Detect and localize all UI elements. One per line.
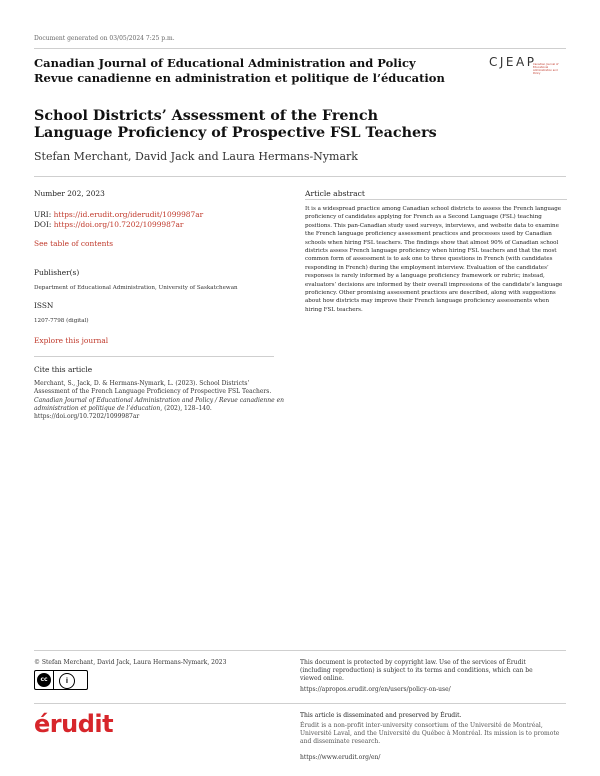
uri-line — [34, 210, 274, 220]
citation-text: Merchant, S., Jack, D. & Hermans-Nymark, L. (2023). School Districts’ Assessment of the French Language Proficiency of Prospective FSL Teachers. — [34, 380, 272, 396]
cjeap-logo: CJEAP — [489, 55, 537, 69]
cite-heading: Cite this article — [34, 365, 93, 374]
attribution-icon: i — [59, 673, 75, 689]
cc-by-license-badge[interactable] — [34, 670, 88, 690]
issn-heading: ISSN — [34, 301, 54, 310]
publisher-value: Department of Educational Administration, University of Saskatchewan — [34, 285, 238, 291]
erudit-logo: érudit — [34, 710, 114, 738]
citation-tail: , (202), 128–140. — [160, 404, 212, 412]
copyright-notice: © Stefan Merchant, David Jack, Laura Hermans-Nymark, 2023 — [34, 659, 227, 666]
policy-link[interactable]: https://apropos.erudit.org/en/users/policy-on-use/ — [300, 686, 451, 693]
left-divider — [34, 356, 274, 357]
top-divider — [34, 48, 566, 49]
abstract-text: It is a widespread practice among Canadian school districts to assess the French language proficiency of candidates applying for French as a Second Language (FSL) teaching positions. This pan-Canadian study used surveys, interviews, and website data to examine the French language proficiency assessment practices and processes used by Canadian schools when hiring FSL teachers. The findings show that almost 90% of Canadian school districts assess French language proficiency when hiring FSL teachers and that the most common form of assessment is to ask one to three questions in French (with candidates responding in French) during the employment interview. Evaluation of the candidates’ responses is rarely informed by a language proficiency framework or rubric; instead, evaluators’ decisions are informed by their overall impressions of the candidate’s language proficiency. Other promising assessment practices are described, along with suggestions about how districts may improve their French language proficiency assessments when hiring FSL teachers. — [305, 206, 563, 313]
publisher-heading: Publisher(s) — [34, 268, 80, 277]
doi-label: DOI: — [34, 220, 52, 229]
uri-label: URI: — [34, 210, 52, 219]
journal-name-fr: Revue canadienne en administration et politique de l’éducation — [34, 71, 445, 85]
abstract-divider — [305, 199, 567, 200]
abstract-heading: Article abstract — [305, 189, 365, 198]
generation-date: Document generated on 03/05/2024 7:25 p.m. — [34, 35, 175, 42]
consortium-description: Érudit is a non-profit inter-university consortium of the Université de Montréal, Université Laval, and the Université du Québec à Montréal. Its mission is to promote and disseminate research. — [300, 722, 560, 745]
citation — [34, 380, 284, 421]
journal-name-en: Canadian Journal of Educational Administration and Policy — [34, 56, 416, 70]
footer-divider-2 — [34, 703, 566, 704]
dissemination-notice: This article is disseminated and preserved by Érudit. — [300, 712, 462, 719]
journal-name — [34, 56, 445, 86]
see-table-of-contents-link[interactable]: See table of contents — [34, 239, 114, 248]
explore-journal-link[interactable]: Explore this journal — [34, 336, 109, 345]
article-authors: Stefan Merchant, David Jack and Laura Hermans-Nymark — [34, 150, 358, 163]
citation-doi: https://doi.org/10.7202/1099987ar — [34, 413, 140, 421]
citation-journal: Canadian Journal of Educational Administration and Policy / Revue canadienne en administration et politique de l’éducation — [34, 396, 285, 412]
erudit-site-link[interactable]: https://www.erudit.org/en/ — [300, 754, 381, 761]
cc-badge-separator — [53, 671, 54, 689]
uri-link[interactable]: https://id.erudit.org/iderudit/1099987ar — [53, 210, 204, 219]
footer-divider — [34, 650, 566, 651]
copyright-terms: This document is protected by copyright law. Use of the services of Érudit (including reproduction) is subject to its terms and conditions, which can be viewed online. — [300, 659, 533, 682]
doi-link[interactable]: https://doi.org/10.7202/1099987ar — [53, 220, 184, 229]
creative-commons-icon: cc — [37, 673, 51, 687]
header-divider — [34, 176, 566, 177]
article-title: School Districts’ Assessment of the French Language Proficiency of Prospective FSL Teachers — [34, 108, 437, 141]
issue-number: Number 202, 2023 — [34, 189, 105, 198]
doi-line — [34, 220, 274, 230]
cjeap-logo-subtitle: Canadian Journal of Educational Administration and Policy — [533, 63, 559, 75]
issn-value: 1207-7798 (digital) — [34, 318, 89, 324]
